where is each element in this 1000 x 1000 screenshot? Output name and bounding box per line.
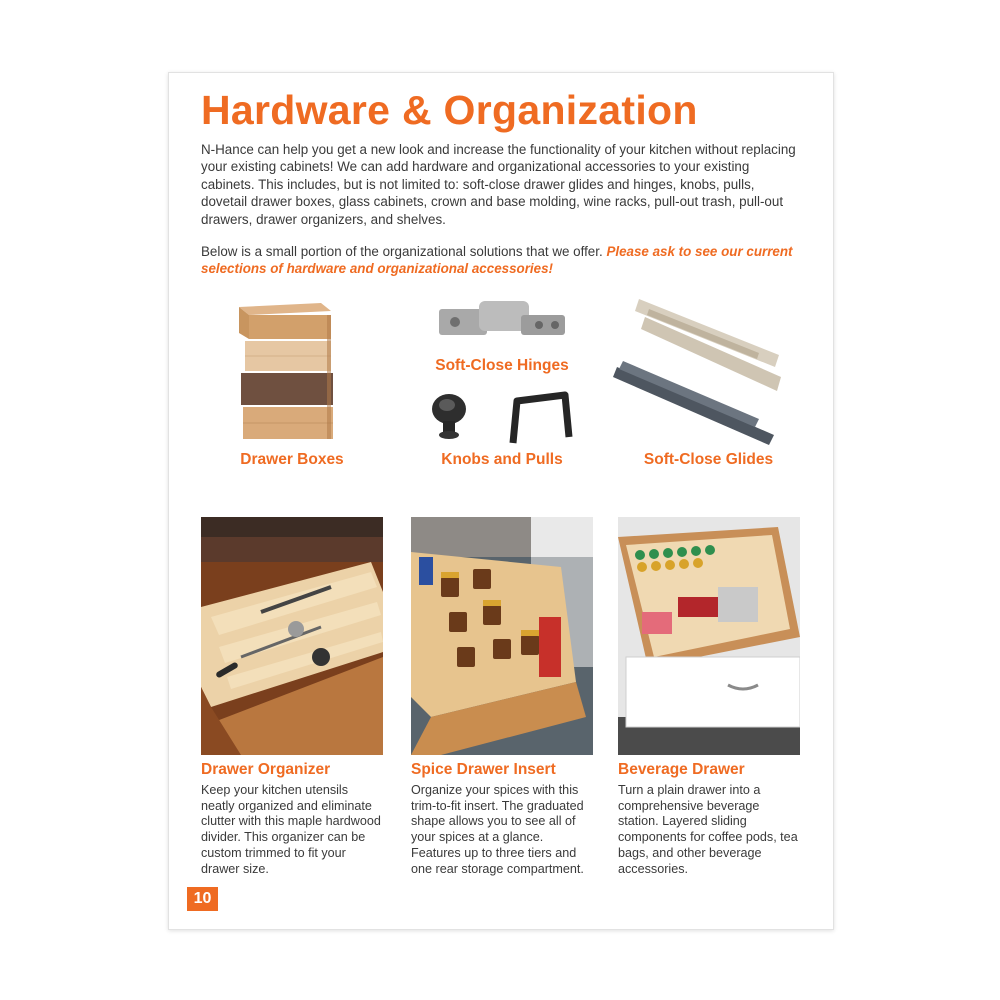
drawer-boxes-image [231,301,341,456]
intro-paragraph: N-Hance can help you get a new look and increase the functionality of your kitchen without replacing your existing cabinets! We can add hardware and organizational accessories to your existing cabinets. This includes, but is not limited to: soft-close drawer glides and hinges, knobs, pulls, dovetail drawer boxes, glass cabinets, crown and base molding, wine racks, pull-out trash, pull-out drawers, drawer organizers, and shelves. [201,142,796,227]
drawer-boxes-caption: Drawer Boxes [240,451,344,468]
feature-desc-beverage-drawer: Turn a plain drawer into a comprehensive beverage station. Layered sliding components for coffee pods, tea bags, and other beverage accessories. [618,783,798,876]
knobs-pulls-caption: Knobs and Pulls [441,451,563,468]
hinges-caption: Soft-Close Hinges [435,357,569,374]
hinge-image [435,295,570,345]
feature-title-drawer-organizer: Drawer Organizer [201,761,331,778]
knob-pull-image [427,389,577,449]
intro-secondary-text: Below is a small portion of the organizational solutions that we offer. [201,244,603,259]
intro-emphasis: Please ask to see our current selections of hardware and organizational accessories! [201,244,793,277]
glides-image [609,295,784,445]
feature-title-beverage-drawer: Beverage Drawer [618,761,745,778]
feature-desc-drawer-organizer: Keep your kitchen utensils neatly organized and eliminate clutter with this maple hardwood divider. This organizer can be custom trimmed to fit your drawer size. [201,783,381,876]
feature-desc-spice-drawer: Organize your spices with this trim-to-fit insert. The graduated shape allows you to see all of your spices at a glance. Features up to three tiers and one rear storage compartment. [411,783,584,876]
page-number: 10 [187,887,218,911]
beverage-drawer-photo [618,517,800,755]
glides-caption: Soft-Close Glides [643,451,774,468]
page-title: Hardware & Organization [201,87,698,133]
feature-title-spice-drawer: Spice Drawer Insert [411,761,556,778]
intro-secondary [201,243,801,278]
brochure-page [168,72,834,930]
spice-drawer-photo [411,517,593,755]
drawer-organizer-photo [201,517,383,755]
